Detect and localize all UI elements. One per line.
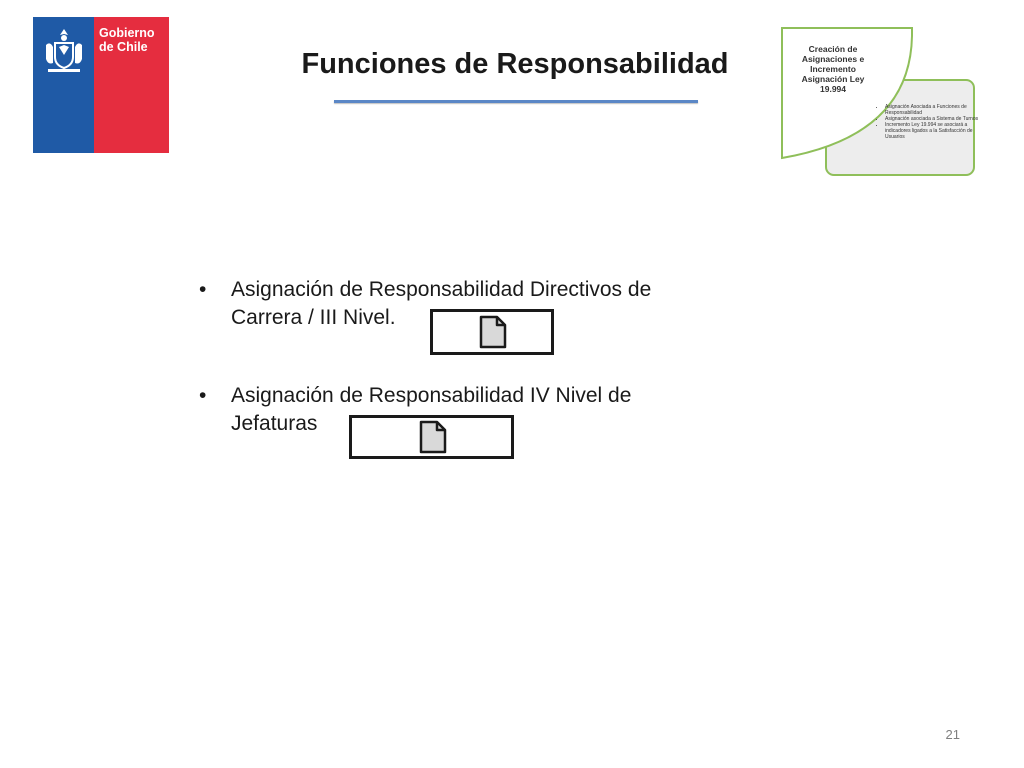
logo-text-line1: Gobierno [99,26,155,40]
bullet-line: Jefaturas [231,412,318,435]
diagram-main-line: Creación de [808,44,858,54]
embedded-document-object[interactable] [430,309,554,355]
logo-text-line2: de Chile [99,40,148,54]
document-icon [418,420,448,454]
diagram-list [876,104,981,140]
embedded-document-object[interactable] [349,415,514,459]
logo-text [99,26,155,54]
bullet-line: Asignación de Responsabilidad Directivos de [231,278,652,301]
diagram-list-item: • Incremento Ley 19.994 se asociará a indicadores ligados a la Satisfacción de Usuarios [885,122,981,140]
diagram-main-line: Incremento [810,64,856,74]
coat-of-arms-icon [38,25,90,77]
title-underline [334,100,698,103]
bullet-list [197,276,717,438]
bullet-line: Carrera / III Nivel. [231,306,396,329]
diagram-main-line: Asignación Ley [801,74,865,84]
document-icon [478,315,508,349]
diagram-main-text [782,44,884,94]
bullet-dot: • [199,384,207,407]
logo-blue-panel [33,17,94,153]
diagram-main-line: 19.994 [820,84,846,94]
bullet-dot: • [199,278,207,301]
slide-title: Funciones de Responsabilidad [301,48,729,80]
logo-red-panel [94,17,169,153]
asignaciones-diagram [780,26,979,178]
diagram-list-item: • Asignación Asociada a Funciones de Responsabilidad [885,104,981,116]
bullet-line: Asignación de Responsabilidad IV Nivel de [231,384,632,407]
diagram-main-line: Asignaciones e [801,54,865,64]
gobierno-de-chile-logo [33,17,169,153]
page-number: 21 [945,727,960,742]
diagram-list-item: • Asignación asociada a Sistema de Turnos [885,116,981,122]
